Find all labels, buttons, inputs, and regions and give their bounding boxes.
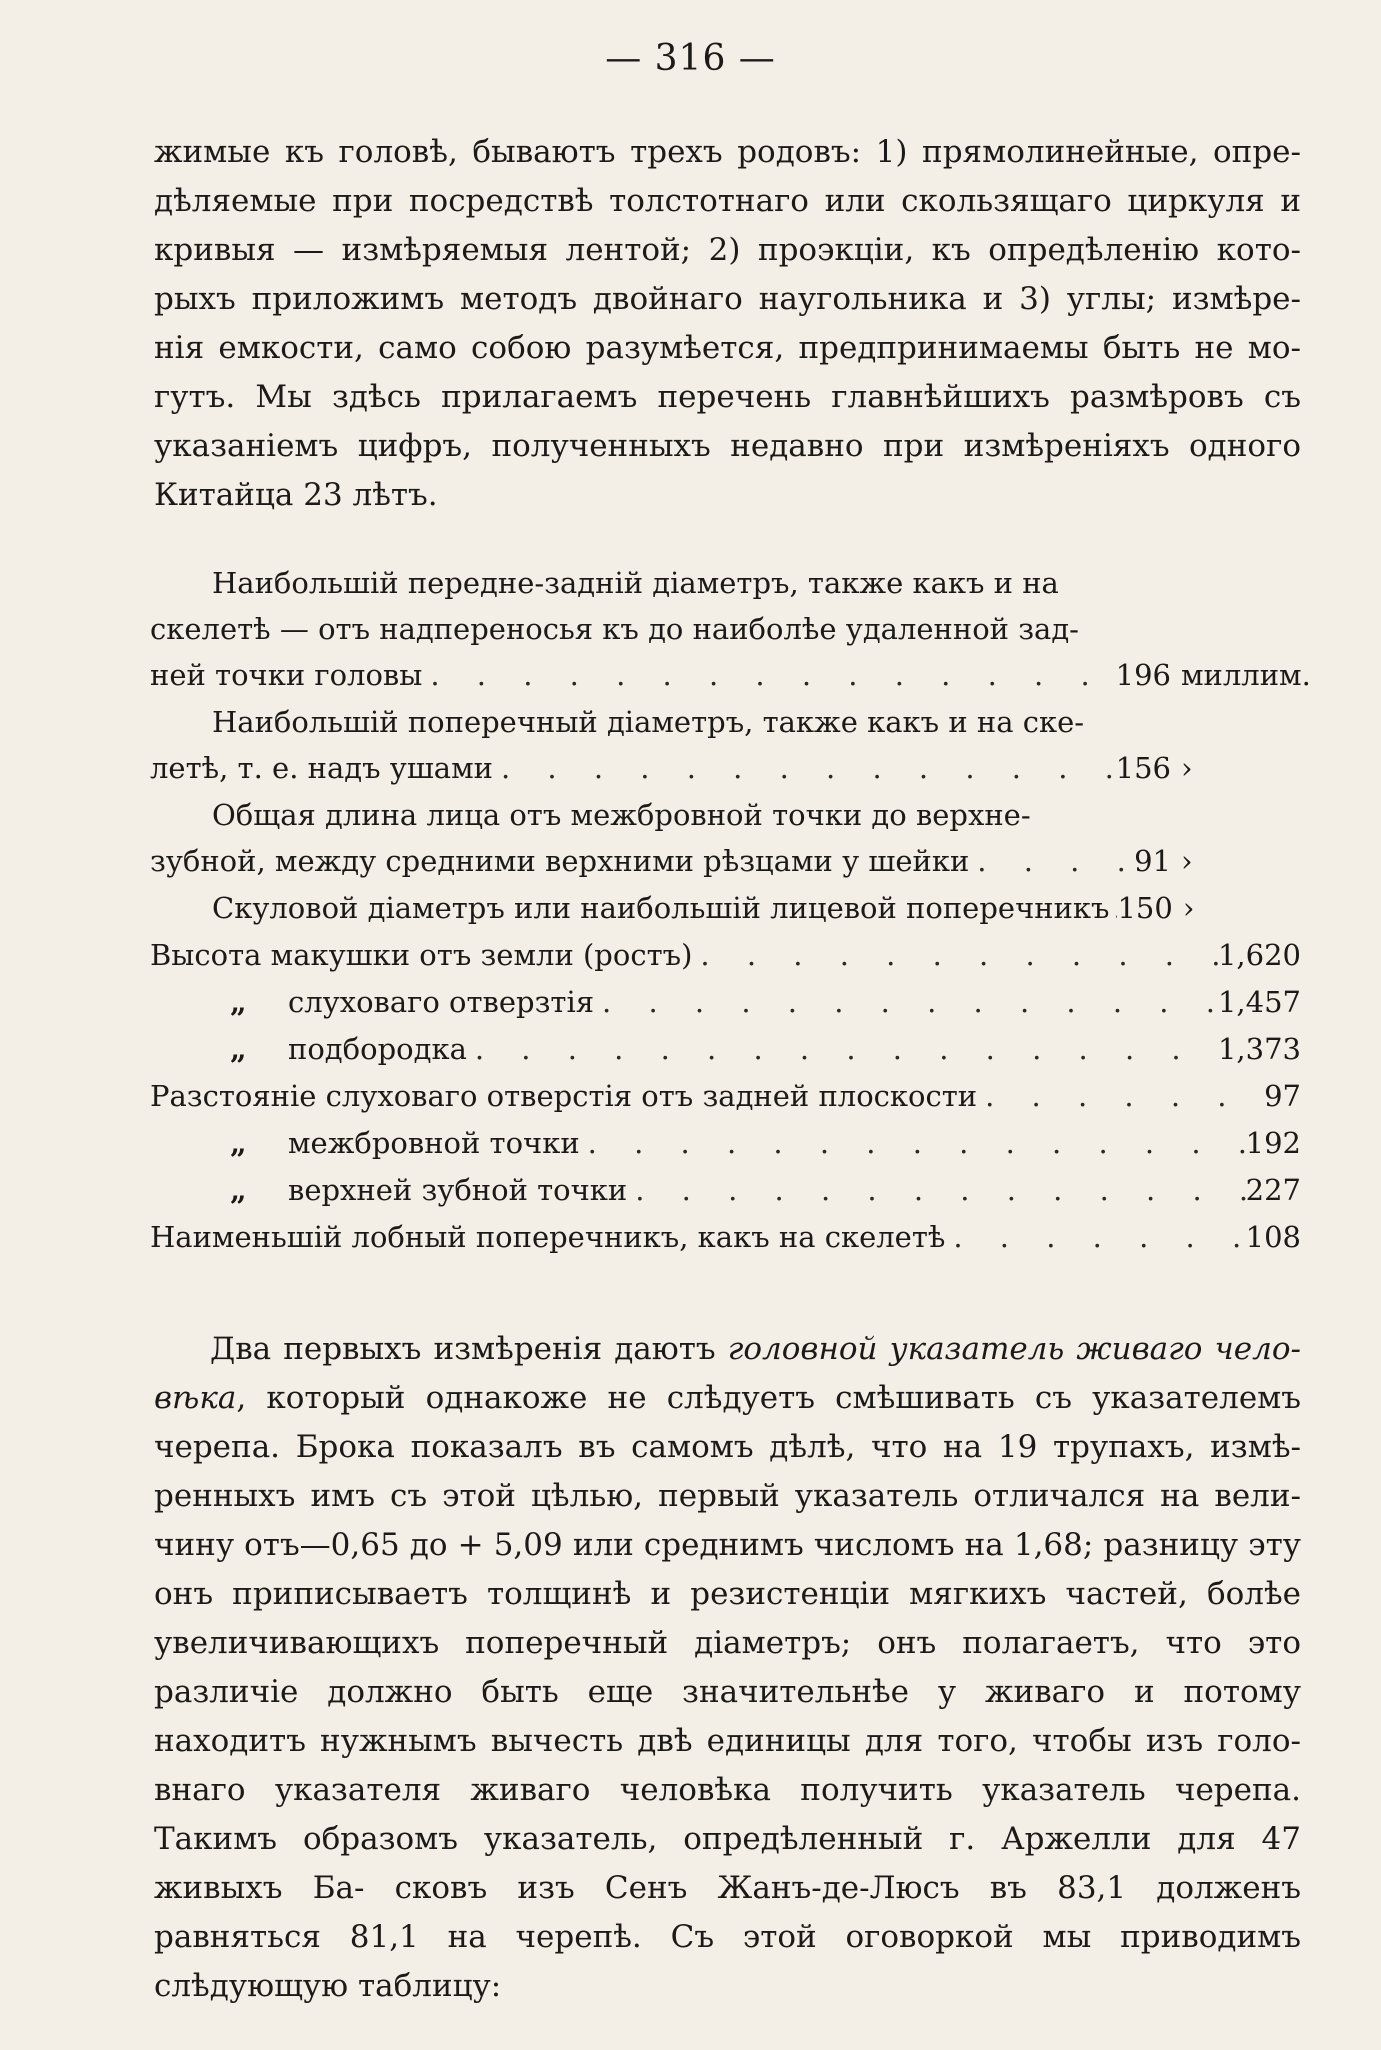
measurement-label: Высота макушки отъ земли (ростъ) xyxy=(150,938,693,972)
measurement-entry xyxy=(150,885,1301,932)
dot-leader xyxy=(969,838,1134,885)
measurement-entry xyxy=(150,560,1311,699)
measurement-label: Наименьшій лобный поперечникъ, какъ на скелетѣ xyxy=(150,1220,946,1254)
measurement-value: 227 xyxy=(1245,1173,1301,1207)
measurement-row xyxy=(150,838,1301,885)
intro-line: нія емкости, само собою разумѣется, предпринимаемы быть не мо- xyxy=(154,330,1301,366)
measurement-row xyxy=(150,1167,1301,1214)
paragraph-line: болѣе увеличивающихъ поперечный діаметръ; онъ полагаетъ, что xyxy=(154,1576,1302,1661)
measurement-label: верхней зубной точки xyxy=(288,1173,628,1207)
intro-line: гутъ. Мы здѣсь прилагаемъ перечень главнѣйшихъ размѣровъ съ xyxy=(154,379,1301,415)
measurement-value: 91 xyxy=(1134,844,1171,878)
intro-text xyxy=(154,128,1301,520)
dot-leader xyxy=(580,1120,1246,1167)
measurement-label: подбородка xyxy=(288,1032,467,1066)
measurement-value: 1,457 xyxy=(1217,985,1301,1019)
measurement-label: межбровной точки xyxy=(288,1126,580,1160)
measurement-value: 1,373 xyxy=(1217,1032,1301,1066)
measurement-text-line: Наибольшій поперечный діаметръ, также какъ и на ске- xyxy=(212,705,1085,739)
measurement-text-line: скелетѣ — отъ надпереносья къ до наиболѣе удаленной зад- xyxy=(150,612,1079,646)
measurement-value: 97 xyxy=(1264,1079,1301,1113)
dot-leader xyxy=(977,1073,1264,1120)
measurement-row xyxy=(150,745,1301,792)
measurement-value: 196 xyxy=(1115,658,1171,692)
dot-leader xyxy=(945,1214,1245,1261)
measurement-entry xyxy=(150,699,1301,792)
dot-leader xyxy=(692,932,1218,979)
page-number: — 316 — xyxy=(605,38,776,79)
ditto-mark: „ xyxy=(230,985,247,1019)
measurement-value: 150 xyxy=(1117,891,1173,925)
dot-leader xyxy=(627,1167,1245,1214)
intro-paragraph xyxy=(154,128,1301,520)
dot-leader xyxy=(422,652,1115,699)
measurement-value: 1,620 xyxy=(1217,938,1301,972)
measurement-unit: › xyxy=(1182,891,1195,925)
measurement-row xyxy=(150,652,1311,699)
paragraph-line: ренныхъ имъ съ этой цѣлью, первый указатель отличался на вели- xyxy=(154,1478,1301,1514)
emphasized-term: вѣка xyxy=(154,1380,237,1416)
paragraph-line: находитъ нужнымъ вычесть двѣ единицы для того, чтобы изъ голо- xyxy=(154,1723,1301,1759)
measurement-row xyxy=(150,979,1301,1026)
dot-leader xyxy=(467,1026,1218,1073)
measurement-row xyxy=(150,1026,1301,1073)
paragraph-line: черепа. Брока показалъ въ самомъ дѣлѣ, что на 19 трупахъ, измѣ- xyxy=(154,1429,1301,1465)
paragraph-line: эту онъ приписываетъ толщинѣ и резистенціи мягкихъ частей, xyxy=(154,1527,1301,1612)
measurement-label: Разстояніе слуховаго отверстія отъ задней плоскости xyxy=(150,1079,978,1113)
measurement-unit: миллим. xyxy=(1181,658,1311,692)
measurement-text-line: Наибольшій передне-задній діаметръ, также какъ и на xyxy=(212,566,1059,600)
dot-leader xyxy=(594,979,1218,1026)
paragraph-line: это различіе должно быть еще значительнѣе у живаго и потому xyxy=(154,1625,1301,1710)
paragraph-line: на черепѣ. Съ этой оговоркой мы приводимъ слѣдующую таблицу: xyxy=(154,1919,1301,2004)
intro-line: рыхъ приложимъ методъ двойнаго наугольника и 3) углы; измѣре- xyxy=(154,281,1301,317)
measurement-unit: › xyxy=(1181,751,1193,785)
measurement-row xyxy=(150,932,1301,979)
second-paragraph xyxy=(154,1325,1301,2011)
measurement-row xyxy=(150,885,1301,932)
measurement-value: 156 xyxy=(1115,751,1171,785)
measurement-label: Скуловой діаметръ или наибольшій лицевой поперечникъ xyxy=(212,891,1110,925)
measurement-label: ней точки головы xyxy=(150,658,423,692)
intro-line: жимые къ головѣ, бываютъ трехъ родовъ: 1) прямолинейные, опре- xyxy=(154,134,1301,170)
measurement-entry xyxy=(150,792,1301,885)
intro-line: кривыя — измѣряемыя лентой; 2) проэкціи, къ опредѣленію кото- xyxy=(154,232,1301,268)
paragraph-text: Два первыхъ измѣренія даютъ xyxy=(210,1331,716,1367)
measurement-label: слуховаго отверзтія xyxy=(288,985,595,1019)
measurement-value: 192 xyxy=(1245,1126,1301,1160)
emphasized-term: головной указатель живаго чело- xyxy=(727,1331,1301,1367)
measurement-value: 108 xyxy=(1245,1220,1301,1254)
ditto-mark: „ xyxy=(230,1126,247,1160)
paragraph-line: сковъ изъ Сенъ Жанъ-де-Люсъ въ 83,1 долженъ равняться 81,1 xyxy=(154,1870,1301,1955)
second-paragraph-text xyxy=(154,1325,1301,2011)
dot-leader xyxy=(493,745,1116,792)
intro-line: дѣляемые при посредствѣ толстотнаго или скользящаго циркуля и xyxy=(154,183,1301,219)
dot-leader xyxy=(1109,885,1117,932)
measurements-list xyxy=(150,560,1311,1261)
measurement-row xyxy=(150,1120,1301,1167)
intro-line: Китайца 23 лѣтъ. xyxy=(154,477,438,513)
ditto-mark: „ xyxy=(230,1173,247,1207)
measurement-unit: › xyxy=(1181,844,1193,878)
paragraph-line: образомъ указатель, опредѣленный г. Аржелли для 47 живыхъ Ба- xyxy=(154,1821,1301,1906)
ditto-mark: „ xyxy=(230,1032,247,1066)
intro-line: указаніемъ цифръ, полученныхъ недавно при измѣреніяхъ одного xyxy=(154,428,1301,464)
paragraph-line: чину отъ—0,65 до + 5,09 или среднимъ числомъ на 1,68; разницу xyxy=(154,1527,1239,1563)
measurement-text-line: Общая длина лица отъ межбровной точки до верхне- xyxy=(212,798,1031,832)
measurement-label: летѣ, т. е. надъ ушами xyxy=(150,751,493,785)
paragraph-text: , который однакоже не слѣдуетъ смѣшивать съ указателемъ xyxy=(236,1380,1301,1416)
measurement-row xyxy=(150,1073,1301,1120)
paragraph-line: внаго указателя живаго человѣка получить указатель черепа. Такимъ xyxy=(154,1772,1301,1857)
measurement-label: зубной, между средними верхними рѣзцами у шейки xyxy=(150,844,970,878)
measurement-row xyxy=(150,1214,1301,1261)
